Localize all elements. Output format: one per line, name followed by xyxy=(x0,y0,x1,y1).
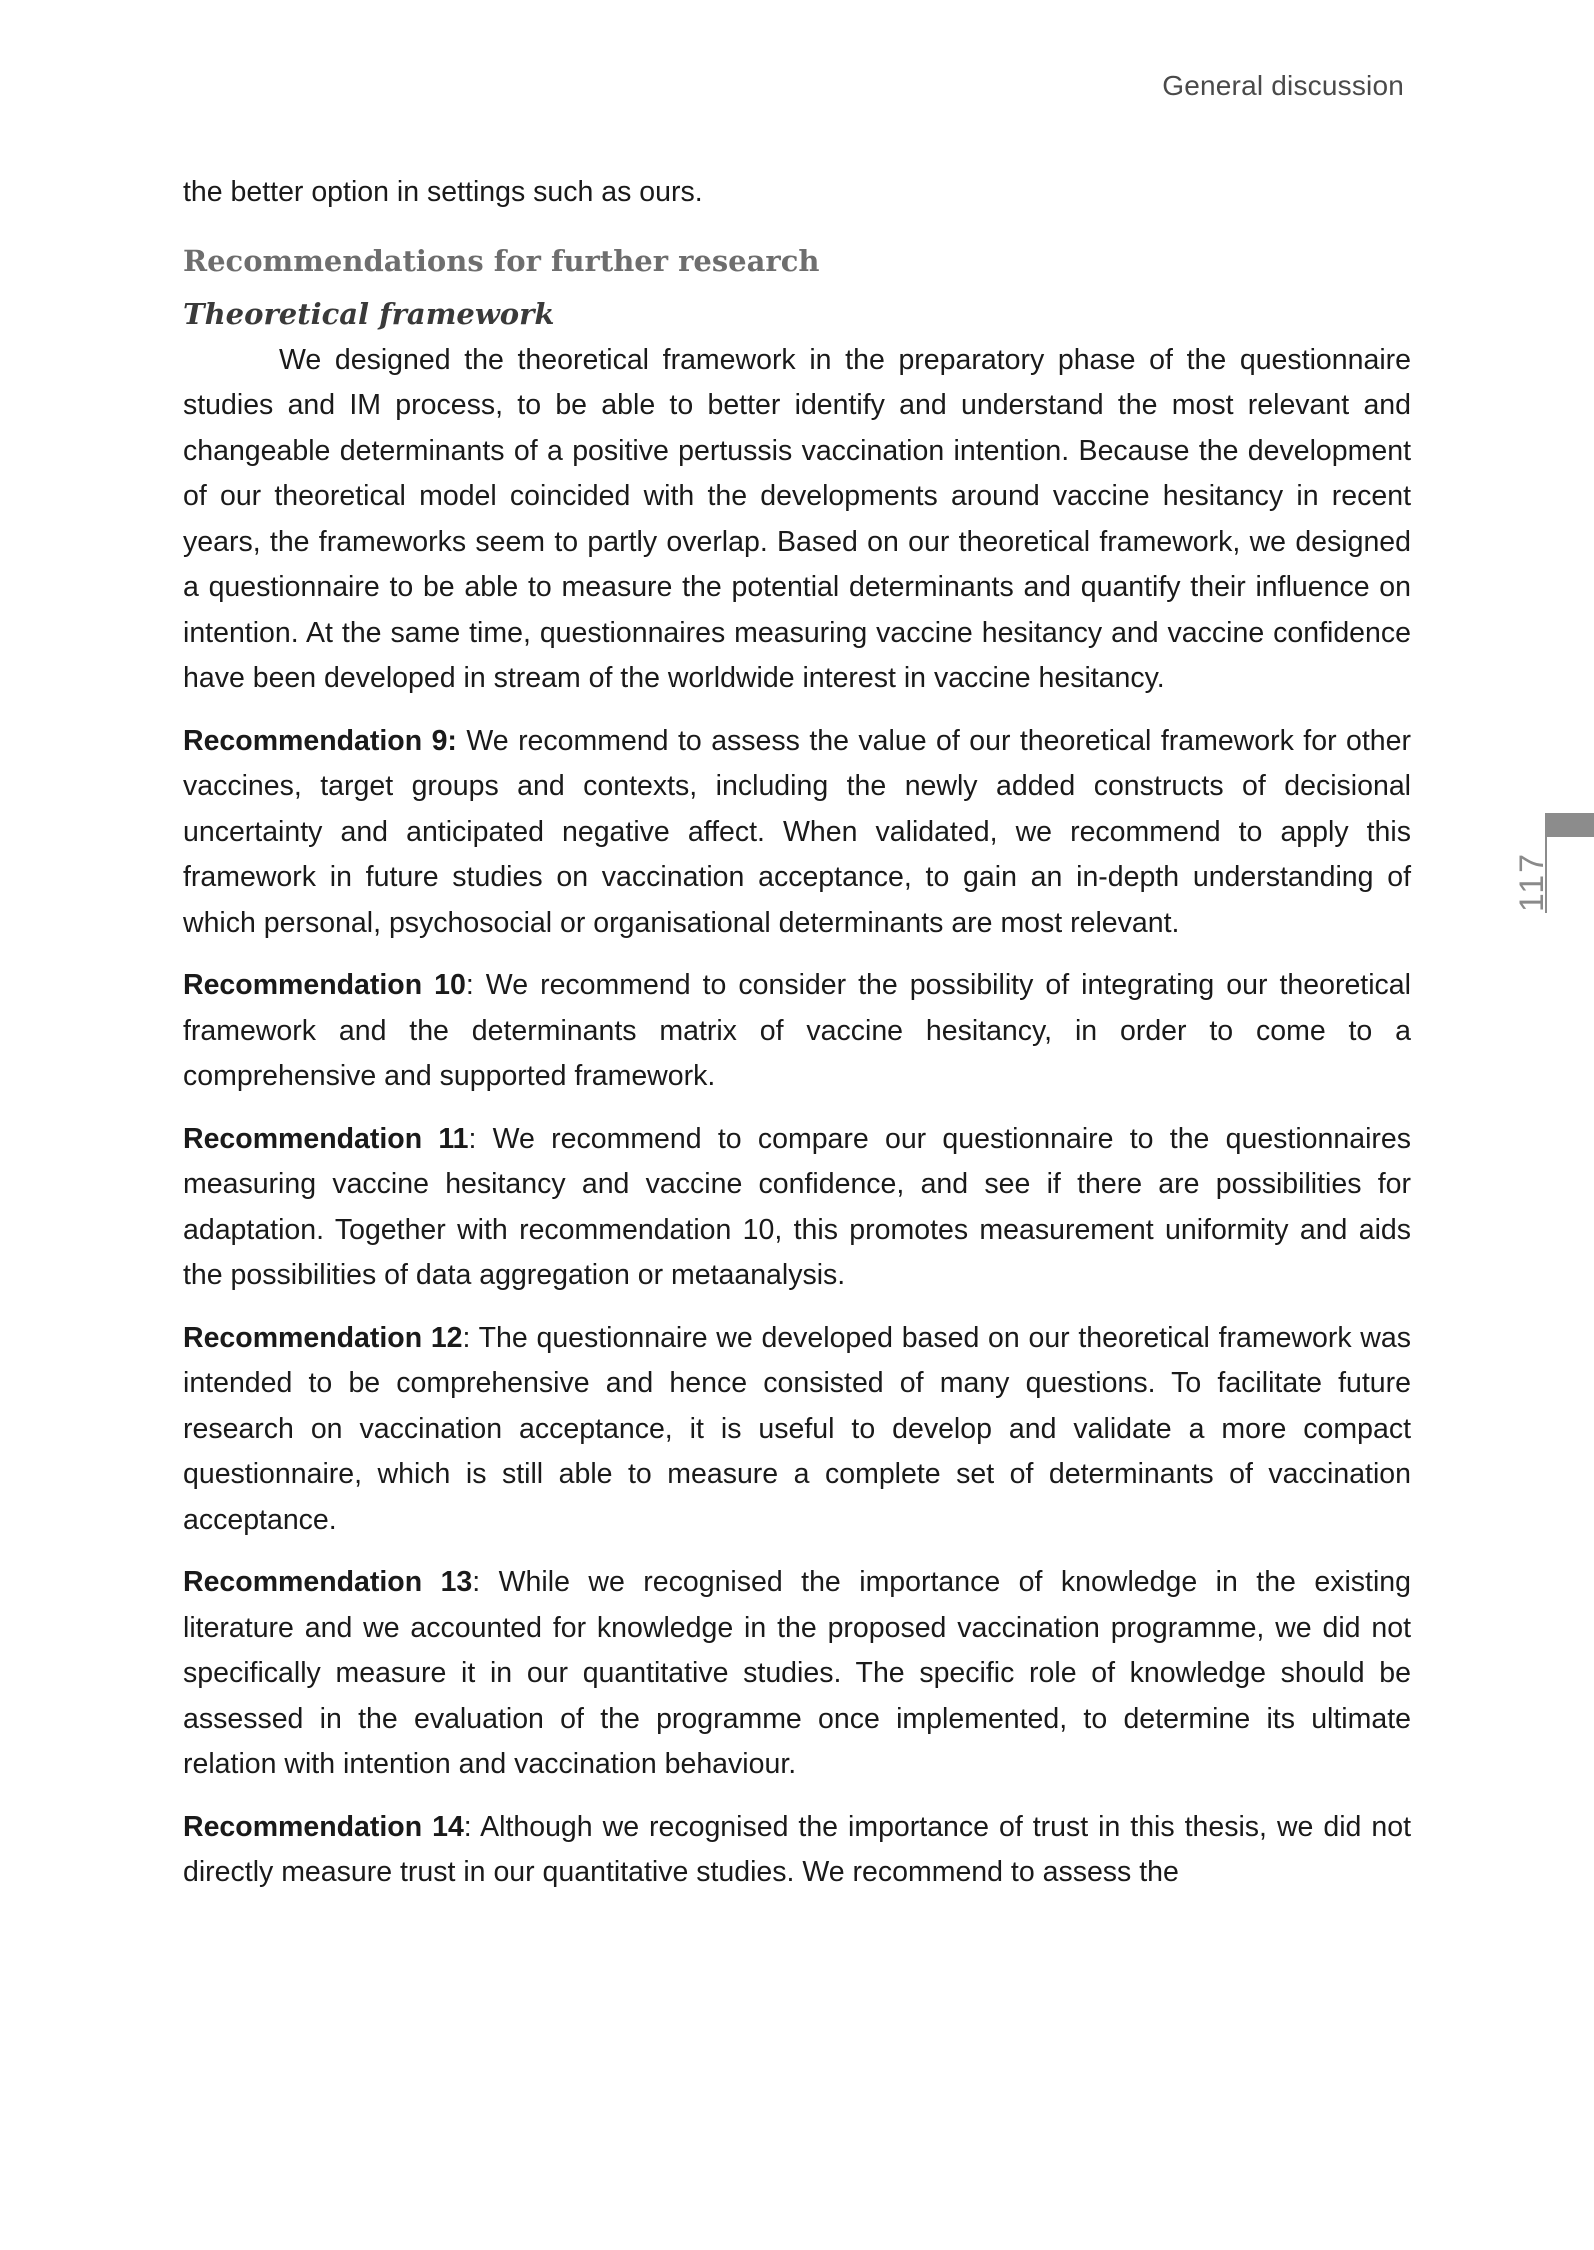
recommendation-text: : Although we recognised the importance of trust in this thesis, we did not directly measure trust in our quantitative studies. We recommend to assess the xyxy=(183,1810,1411,1888)
recommendation-label: Recommendation 10 xyxy=(183,969,466,1001)
recommendation-label: Recommendation 14 xyxy=(183,1810,464,1843)
recommendation-paragraph xyxy=(183,963,1411,1100)
intro-line: the better option in settings such as ours. xyxy=(183,176,703,208)
section-heading: Recommendations for further research xyxy=(183,243,820,278)
recommendation-label: Recommendation 9: xyxy=(183,724,457,757)
recommendation-paragraph xyxy=(183,1560,1411,1788)
framework-paragraph: We designed the theoretical framework in the preparatory phase of the questionnaire studies and IM process, to be able to better identify and understand the most relevant and changeable determinants of a positive pertussis vaccination intention. Because the development of our theoretical model coincided with the developments around vaccine hesitancy in recent years, the frameworks seem to partly overlap. Based on our theoretical framework, we designed a questionnaire to be able to measure the potential determinants and quantify their influence on intention. At the same time, questionnaires measuring vaccine hesitancy and vaccine confidence have been developed in stream of the worldwide interest in vaccine hesitancy. xyxy=(183,343,1411,694)
recommendation-label: Recommendation 11 xyxy=(183,1122,469,1155)
subsection-heading: Theoretical framework xyxy=(183,296,555,331)
recommendation-text: : We recommend to compare our questionnaire to the questionnaires measuring vaccine hesitancy and vaccine confidence, and see if there are possibilities for adaptation. Together with recommendation 10, this promotes measurement uniformity and aids the possibilities of data aggregation or metaanalysis. xyxy=(183,1122,1412,1291)
recommendation-paragraph xyxy=(183,1117,1411,1299)
page-tab-marker xyxy=(1547,813,1594,837)
page-body xyxy=(183,170,1411,1913)
recommendation-text: : While we recognised the importance of knowledge in the existing literature and we accounted for knowledge in the proposed vaccination programme, we did not specifically measure it in our quantitative studies. The specific role of knowledge should be assessed in the evaluation of the programme once implemented, to determine its ultimate relation with intention and vaccination behaviour. xyxy=(183,1566,1411,1780)
recommendation-text: : We recommend to consider the possibility of integrating our theoretical framework and the determinants matrix of vaccine hesitancy, in order to come to a comprehensive and supported framework. xyxy=(183,969,1411,1092)
recommendation-text: We recommend to assess the value of our theoretical framework for other vaccines, target groups and contexts, including the newly added constructs of decisional uncertainty and anticipated negative affect. When validated, we recommend to apply this framework in future studies on vaccination acceptance, to gain an in-depth understanding of which personal, psychosocial or organisational determinants are most relevant. xyxy=(183,724,1411,939)
recommendation-paragraph xyxy=(183,719,1411,947)
recommendation-paragraph xyxy=(183,1316,1411,1544)
page-number: 117 xyxy=(1513,851,1551,913)
recommendation-text: : The questionnaire we developed based on our theoretical framework was intended to be comprehensive and hence consisted of many questions. To facilitate future research on vaccination acceptance, it is useful to develop and validate a more compact questionnaire, which is still able to measure a complete set of determinants of vaccination acceptance. xyxy=(183,1321,1411,1536)
recommendation-label: Recommendation 12 xyxy=(183,1321,463,1354)
recommendation-paragraph xyxy=(183,1805,1411,1896)
recommendation-label: Recommendation 13 xyxy=(183,1566,473,1598)
running-header: General discussion xyxy=(1162,70,1404,101)
